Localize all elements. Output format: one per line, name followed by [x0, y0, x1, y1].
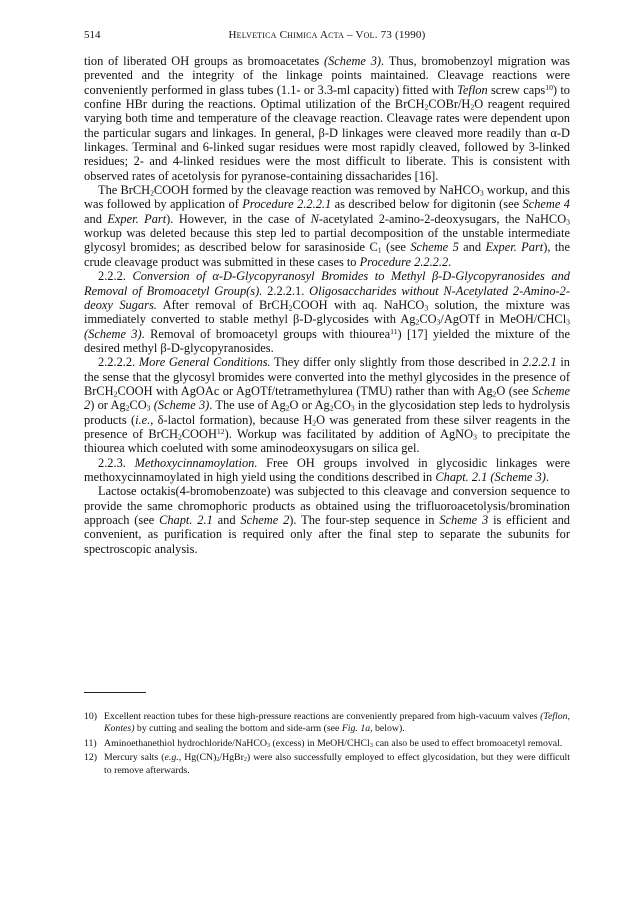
footnote: [84, 738, 570, 750]
body-text: [84, 54, 570, 556]
body-paragraph: The BrCH$_2$COOH formed by the cleavage reaction was removed by NaHCO$_3$ workup, and this was followed by application of Procedure 2.2.2.1 as described below for digitonin (see Scheme 4 and Exper. Part). However, in the case of N-acetylated 2-amino-2-deoxysugars, the NaHCO$_3$ workup was deleted because this step led to partial decomposition of the unstable intermediate glycosyl bromides; as described below for sarasinoside $C_1$ (see Scheme 5 and Exper. Part), the crude cleavage product was submitted in these cases to Procedure 2.2.2.2.: [84, 183, 570, 269]
footnote-rule: [84, 692, 146, 693]
body-paragraph: 2.2.3. Methoxycinnamoylation. Free OH groups involved in glycosidic linkages were methoxycinnamoylated in high yield using the conditions described in Chapt. 2.1 (Scheme 3).: [84, 455, 571, 484]
footnote-mark: 11): [84, 737, 97, 749]
page-header: [84, 29, 570, 45]
footnote: [84, 752, 570, 777]
page-number: 514: [84, 29, 101, 41]
running-head: Helvetica Chimica Acta – Vol. 73 (1990): [228, 29, 426, 41]
footnote-mark: 10): [84, 711, 98, 722]
footnote-text: Aminoethanethiol hydrochloride/NaHCO$_3$ (excess) in MeOH/CHCl$_3$ can also be used to effect bromoacetyl removal.: [104, 737, 563, 750]
body-paragraph: tion of liberated OH groups as bromoacetates (Scheme 3). Thus, bromobenzoyl migration was prevented and the integrity of the linkage points maintained. Cleavage reactions were conveniently performed in glass tubes (1.1- or 3.3-ml capacity) fitted with Teflon screw caps$^{10}$) to confine HBr during the reactions. Optimal utilization of the $BrCH_2COBr/H_2O$ reagent required varying both time and temperature of the cleavage reaction. Cleavage rates were dependent upon the particular sugars and linkages. In general, β-D linkages were cleaved more readily than α-D linkages. Terminal and 6-linked sugar residues were most rapidly cleaved, followed by 3-linked residues; 2- and 4-linked residues were the most difficult to liberate. This is consistent with observed rates of acetolysis for pyranose-containing dissacharides [16].: [84, 54, 570, 183]
footnote: [84, 711, 570, 736]
footnotes: [84, 711, 570, 779]
footnote-text: Excellent reaction tubes for these high-pressure reactions are conveniently prepared from high-vacuum valves (Teflon, Kontes) by cutting and sealing the bottom and side-arm (see Fig. 1a, below).: [104, 711, 570, 735]
footnote-text: Mercury salts (e.g., $Hg(CN)_2/HgBr_2$) were also successfully employed to effect glycosidation, but they were difficult to remove afterwards.: [104, 752, 570, 776]
body-paragraph: Lactose octakis(4-bromobenzoate) was subjected to this cleavage and conversion sequence to provide the same chromophoric products as obtained using the trifluoroacetolysis/bromination approach (see Chapt. 2.1 and Scheme 2). The four-step sequence in Scheme 3 is efficient and convenient, as purification is required only after the final step to separate the subunits for spectroscopic analysis.: [84, 484, 570, 556]
body-paragraph: 2.2.2.2. More General Conditions. They differ only slightly from those described in 2.2.2.1 in the sense that the glycosyl bromides were converted into the methyl glycosides in the presence of BrCH$_2$COOH with AgOAc or AgOTf/tetramethylurea (TMU) rather than with $Ag_2O$ (see Scheme 2) or $Ag_2CO_3$ (Scheme 3). The use of $Ag_2O$ or $Ag_2CO_3$ in the glycosidation step leds to hydrolysis products (i.e., δ-lactol formation), because $H_2O$ was generated from these silver reagents in the presence of $BrCH_2COOH^{12}$). Workup was facilitated by addition of AgNO$_3$ to precipitate the thiourea which coeluted with some aminodeoxysugars on silica gel.: [84, 355, 571, 456]
footnote-mark: 12): [84, 752, 98, 764]
body-paragraph: 2.2.2. Conversion of α-D-Glycopyranosyl Bromides to Methyl β-D-Glycopyranosides and Removal of Bromoacetyl Group(s). 2.2.2.1. Oligosaccharides without N-Acetylated 2-Amino-2-deoxy Sugars. After removal of BrCH$_2$COOH with aq. NaHCO$_3$ solution, the mixture was immediately converted to stable methyl β-D-glycosides with $Ag_2CO_3$/AgOTf in MeOH/CHCl$_3$ (Scheme 3). Removal of bromoacetyl groups with thiourea$^{11}$) [17] yielded the mixture of the desired methyl β-D-glycopyranosides.: [84, 269, 571, 355]
